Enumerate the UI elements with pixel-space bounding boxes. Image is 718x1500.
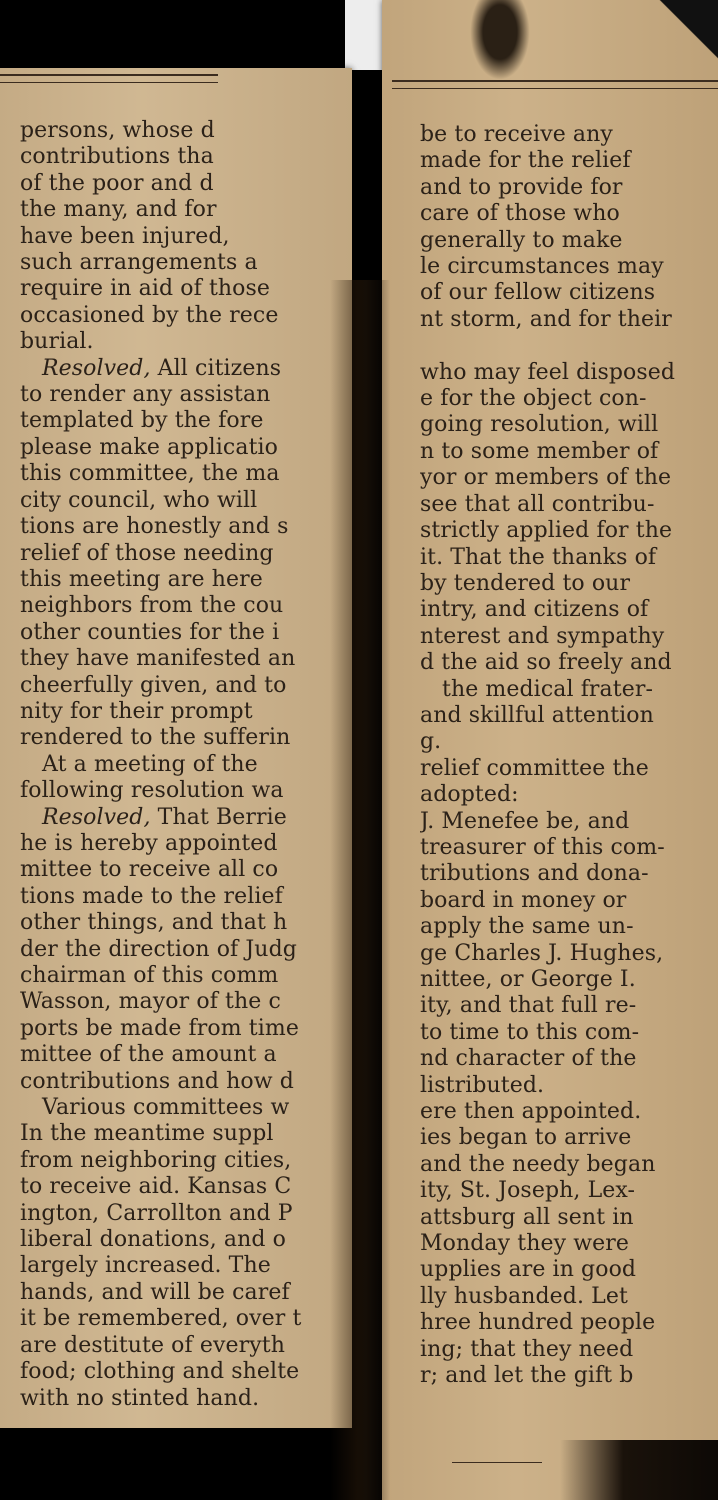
text-line: of our fellow citizens [420, 280, 656, 306]
text-line: and skillful attention [420, 702, 654, 728]
text-line: care of those who [420, 201, 620, 227]
text-line: mittee of the amount a [20, 1042, 277, 1068]
text-line: upplies are in good [420, 1257, 637, 1283]
text-line: burial. [20, 329, 94, 355]
top-rule [392, 80, 718, 82]
text-line: relief committee the [420, 755, 649, 781]
text-line-rest: All citizens [150, 355, 282, 381]
top-rule-thin [392, 88, 718, 89]
text-line: rendered to the sufferin [20, 725, 291, 751]
text-line [20, 356, 342, 382]
text-line: who may feel disposed [420, 359, 676, 385]
text-line: it be remembered, over t [20, 1306, 302, 1332]
background-light-corner [345, 0, 385, 70]
text-line: other things, and that h [20, 910, 288, 936]
text-line: generally to make [420, 227, 623, 253]
text-line: this committee, the ma [20, 461, 280, 487]
text-line: and the needy began [420, 1151, 656, 1177]
text-line: attsburg all sent in [420, 1204, 634, 1230]
text-line: Various committees w [42, 1095, 290, 1121]
text-line: e for the object con- [420, 386, 647, 412]
text-line: please make applicatio [20, 434, 278, 460]
text-line: d the aid so freely and [420, 650, 672, 676]
right-text-column [420, 122, 716, 1390]
text-line: relief of those needing [20, 540, 274, 566]
ink-smudge [470, 0, 530, 80]
italic-keyword: Resolved, [42, 804, 151, 830]
text-line: ing; that they need [420, 1336, 634, 1362]
text-line: J. Menefee be, and [420, 808, 630, 834]
text-line: liberal donations, and o [20, 1227, 287, 1253]
text-line: this meeting are here [20, 566, 263, 592]
text-line [20, 805, 342, 831]
text-line: treasurer of this com- [420, 834, 665, 860]
text-line: are destitute of everyth [20, 1332, 285, 1358]
text-line: largely increased. The [20, 1253, 271, 1279]
text-line: lly husbanded. Let [420, 1283, 628, 1309]
text-line [420, 333, 716, 359]
text-line: nd character of the [420, 1046, 637, 1072]
text-line: of the poor and d [20, 170, 214, 196]
background-dark-corner-right [650, 0, 718, 60]
text-line: strictly applied for the [420, 518, 673, 544]
text-line: ere then appointed. [420, 1099, 642, 1125]
text-line: Wasson, mayor of the c [20, 989, 281, 1015]
text-line: hands, and will be caref [20, 1279, 290, 1305]
text-line: such arrangements a [20, 250, 258, 276]
text-line: with no stinted hand. [20, 1385, 260, 1411]
text-line: yor or members of the [420, 465, 672, 491]
text-line: made for the relief [420, 148, 631, 174]
text-line: hree hundred people [420, 1310, 656, 1336]
top-rule [0, 74, 218, 76]
text-line: food; clothing and shelte [20, 1359, 300, 1385]
text-line: ity, and that full re- [420, 993, 637, 1019]
background-dark-corner [0, 0, 345, 68]
text-line: nittee, or George I. [420, 967, 636, 992]
text-line: r; and let the gift b [420, 1363, 634, 1389]
text-line: to render any assistan [20, 382, 271, 408]
text-line: g. [420, 729, 442, 755]
text-line: tributions and dona- [420, 861, 649, 887]
text-line: Monday they were [420, 1231, 629, 1257]
text-line: contributions tha [20, 144, 214, 170]
text-line: going resolution, will [420, 412, 659, 438]
text-line: occasioned by the rece [20, 302, 279, 328]
text-line: apply the same un- [420, 914, 634, 940]
text-line: it. That the thanks of [420, 544, 657, 570]
text-line: have been injured, [20, 223, 230, 249]
text-line: der the direction of Judg [20, 936, 297, 962]
left-text-column [20, 118, 342, 1412]
text-line: le circumstances may [420, 254, 664, 280]
text-line: other counties for the i [20, 619, 280, 645]
text-line: following resolution wa [20, 778, 284, 804]
top-rule-thin [0, 82, 218, 83]
text-line: they have manifested an [20, 646, 296, 672]
text-line: ington, Carrollton and P [20, 1200, 293, 1226]
text-line: listributed. [420, 1072, 545, 1098]
text-line: the medical frater- [442, 676, 653, 702]
text-line: nity for their prompt [20, 698, 253, 724]
text-line: and to provide for [420, 174, 623, 200]
text-line: mittee to receive all co [20, 857, 279, 883]
text-line: tions are honestly and s [20, 514, 289, 540]
text-line: be to receive any [420, 122, 613, 147]
text-line-rest: That Berrie [150, 804, 287, 830]
text-line: ge Charles J. Hughes, [420, 940, 664, 966]
text-line: require in aid of those [20, 276, 271, 302]
text-line: contributions and how d [20, 1068, 294, 1094]
text-line: nterest and sympathy [420, 623, 665, 649]
text-line: At a meeting of the [42, 751, 258, 777]
text-line: to receive aid. Kansas C [20, 1174, 292, 1200]
text-line: tions made to the relief [20, 883, 283, 909]
text-line: he is hereby appointed [20, 830, 278, 856]
text-line: ity, St. Joseph, Lex- [420, 1178, 636, 1204]
text-line: nt storm, and for their [420, 306, 672, 332]
text-line: cheerfully given, and to [20, 672, 287, 698]
text-line: neighbors from the cou [20, 593, 284, 619]
text-line: to time to this com- [420, 1019, 640, 1045]
text-line: board in money or [420, 887, 627, 913]
text-line: intry, and citizens of [420, 597, 649, 623]
text-line: ports be made from time [20, 1015, 299, 1041]
bottom-dark-edge [560, 1440, 718, 1500]
text-line: the many, and for [20, 197, 217, 223]
text-line: by tendered to our [420, 570, 631, 596]
text-line: In the meantime suppl [20, 1121, 274, 1147]
bottom-rule [452, 1462, 542, 1463]
text-line: n to some member of [420, 438, 659, 464]
text-line: see that all contribu- [420, 491, 655, 517]
text-line: persons, whose d [20, 118, 215, 143]
text-line: templated by the fore [20, 408, 264, 434]
text-line: adopted: [420, 782, 519, 808]
text-line: from neighboring cities, [20, 1147, 292, 1173]
text-line: city council, who will [20, 487, 258, 513]
text-line: ies began to arrive [420, 1125, 632, 1151]
italic-keyword: Resolved, [42, 355, 151, 381]
text-line: chairman of this comm [20, 963, 279, 988]
